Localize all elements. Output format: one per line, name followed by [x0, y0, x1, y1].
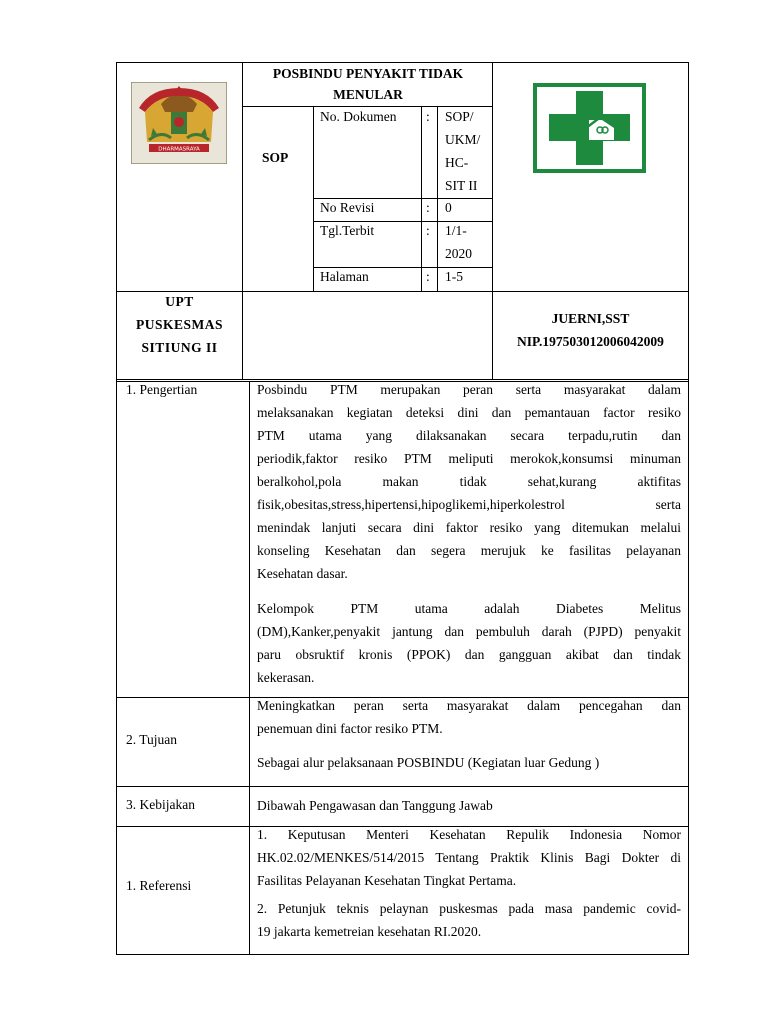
- emblem-banner-text: DHARMASRAYA: [158, 146, 200, 153]
- page-value: 1-5: [445, 269, 463, 284]
- section-label-tujuan: 2. Tujuan: [126, 732, 178, 747]
- colon: :: [426, 223, 430, 238]
- puskesmas-cross-logo: [532, 82, 647, 174]
- table-border: [116, 786, 689, 787]
- section-content-kebijakan: Dibawah Pengawasan dan Tanggung Jawab: [257, 798, 493, 813]
- table-border: [116, 954, 689, 955]
- regency-emblem-logo: [131, 82, 227, 164]
- doc-number-value: SOP/ UKM/ HC- SIT II: [445, 109, 481, 193]
- table-border: [437, 106, 438, 292]
- signer-nip: NIP.197503012006042009: [517, 334, 664, 349]
- colon: :: [426, 200, 430, 215]
- unit-name: UPT PUSKESMAS SITIUNG II: [135, 294, 224, 355]
- revision-label: No Revisi: [320, 200, 375, 215]
- colon: :: [426, 109, 430, 124]
- section-content-referensi: 1. Keputusan Menteri Kesehatan Repulik Indonesia Nomor HK.02.02/MENKES/514/2015 Tentang Praktik Klinis Bagi Dokter di Fasilitas Pelayanan Kesehatan Tingkat Pertama. 2. Petunjuk teknis pelaynan puskesmas pada masa pandemic covid- 19 jakarta kemetreian kesehatan RI.2020.: [257, 827, 681, 939]
- table-border: [116, 62, 117, 955]
- table-border: [249, 381, 250, 955]
- page-label: Halaman: [320, 269, 369, 284]
- revision-value: 0: [445, 200, 452, 215]
- table-border: [688, 62, 689, 955]
- table-border: [313, 106, 314, 292]
- sop-label: SOP: [262, 150, 289, 165]
- section-label-pengertian: 1. Pengertian: [126, 382, 198, 397]
- signer-name: JUERNI,SST: [551, 311, 630, 326]
- table-border: [492, 62, 493, 380]
- doc-number-label: No. Dokumen: [320, 109, 397, 124]
- document-title: POSBINDU PENYAKIT TIDAK MENULAR: [272, 66, 464, 102]
- issue-date-value: 1/1- 2020: [445, 223, 472, 261]
- section-content-pengertian: Posbindu PTM merupakan peran serta masyarakat dalam melaksanakan kegiatan deteksi dini dan pemantauan factor resiko PTM utama yang dilaksanakan secara terpadu,rutin dan periodik,faktor resiko PTM meliputi merokok,konsumsi minuman beralkohol,pola makan tidak sehat,kurang aktifitas fisik,obesitas,stress,hipertensi,hipoglikemi,hiperkolestrol serta menindak lanjuti secara dini faktor resiko yang ditemukan melalui konseling Kesehatan dan segera merujuk ke fasilitas pelayanan Kesehatan dasar. Kelompok PTM utama adalah Diabetes Melitus (DM),Kanker,penyakit jantung dan pembuluh darah (PJPD) penyakit paru obsruktif kronis (PPOK) dan gangguan akibat dan tindak kekerasan.: [257, 382, 681, 685]
- section-content-tujuan: Meningkatkan peran serta masyarakat dalam pencegahan dan penemuan dini factor resiko PTM. Sebagai alur pelaksanaan POSBINDU (Kegiatan luar Gedung ): [257, 698, 681, 770]
- section-label-referensi: 1. Referensi: [126, 878, 192, 893]
- table-border: [242, 62, 243, 380]
- table-border: [421, 106, 422, 292]
- issue-date-label: Tgl.Terbit: [320, 223, 375, 238]
- section-label-kebijakan: 3. Kebijakan: [126, 797, 195, 812]
- colon: :: [426, 269, 430, 284]
